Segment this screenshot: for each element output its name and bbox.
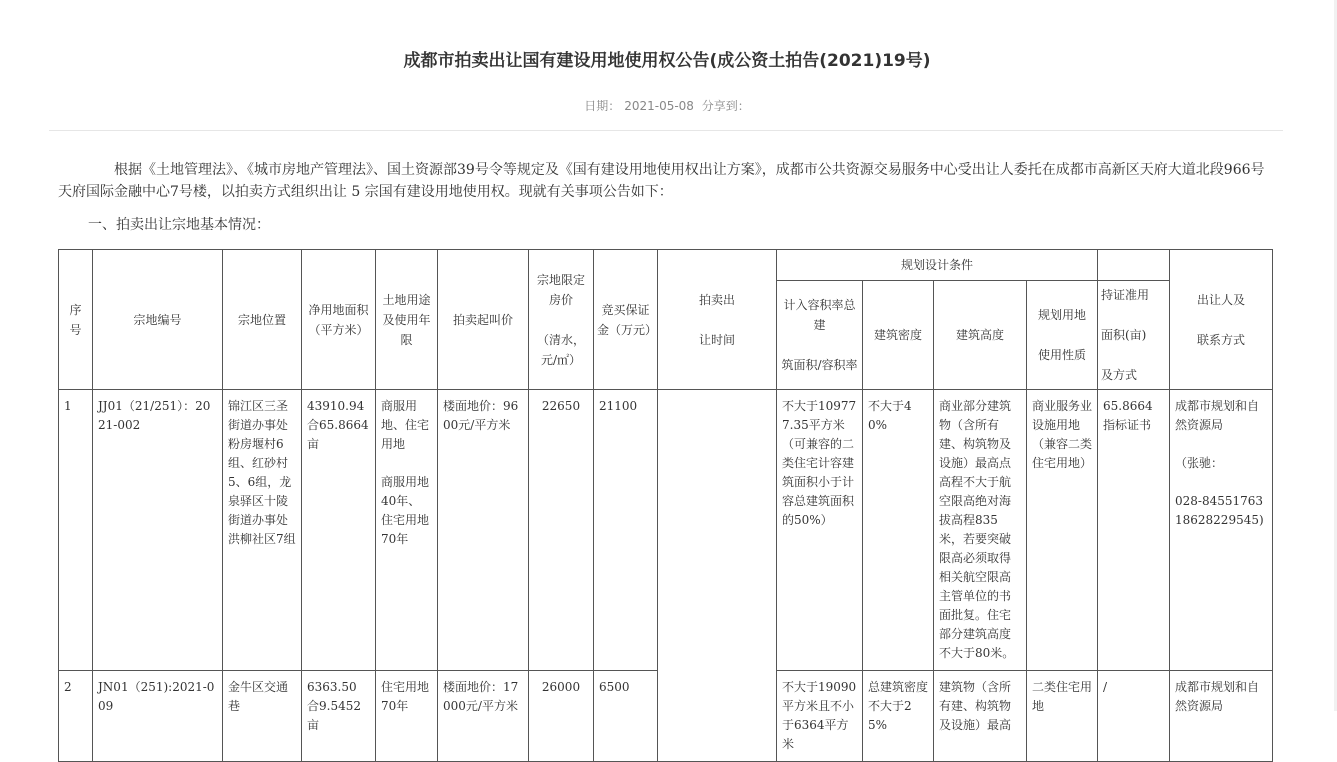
date-label: 日期：: [584, 99, 621, 113]
cell-location: 锦江区三圣街道办事处粉房堰村6组、红砂村5、6组，龙泉驿区十陵街道办事处洪柳社区7组: [223, 390, 302, 671]
header-deposit: 竞买保证金（万元）: [594, 250, 658, 390]
cell-location: 金牛区交通巷: [223, 671, 302, 762]
intro-paragraph: 根据《土地管理法》、《城市房地产管理法》、国土资源部39号令等规定及《国有建设用地使用权出让方案》，成都市公共资源交易服务中心受出让人委托在成都市高新区天府大道北段966号天府国际金融中心7号楼，以拍卖方式组织出让 5 宗国有建设用地使用权。现就有关事项公告如下：: [58, 162, 1265, 200]
cell-deposit: 6500: [594, 671, 658, 762]
cell-height: 商业部分建筑物（含所有建、构筑物及设施）最高点高程不大于航空限高绝对海拔高程835米，若要突破限高必须取得相关航空限高主管单位的书面批复。住宅部分建筑高度不大于80米。: [934, 390, 1027, 671]
cell-use-term: 住宅用地 70年: [376, 671, 438, 762]
cell-plot-ratio: 不大于19090平方米且不小于6364平方米: [777, 671, 863, 762]
header-price-limit: 宗地限定房价 （清水，元/㎡）: [529, 250, 594, 390]
cell-density: 总建筑密度不大于25%: [863, 671, 934, 762]
header-no: 序 号: [59, 250, 93, 390]
cell-parcel-id: JN01（251):2021-009: [93, 671, 223, 762]
cell-net-area: 43910.94 合65.8664亩: [302, 390, 376, 671]
cell-parcel-id: JJ01（21/251）：2021-002: [93, 390, 223, 671]
table-row: [59, 390, 1273, 671]
cell-certificate: /: [1098, 671, 1170, 762]
cell-no: 2: [59, 671, 93, 762]
cell-start-price: 楼面地价：9600元/平方米: [438, 390, 529, 671]
header-net-area: 净用地面积（平方米）: [302, 250, 376, 390]
cell-price-limit: 22650: [529, 390, 594, 671]
header-planning: 规划设计条件: [777, 250, 1098, 281]
cell-net-area: 6363.50 合9.5452亩: [302, 671, 376, 762]
cell-contact: 成都市规划和自然资源局: [1170, 671, 1273, 762]
cell-start-price: 楼面地价：17000元/平方米: [438, 671, 529, 762]
header-certificate-top: [1098, 250, 1170, 281]
cell-density: 不大于40%: [863, 390, 934, 671]
publish-date: 2021-05-08: [624, 99, 694, 113]
cell-planned-use: 商业服务业设施用地（兼容二类住宅用地）: [1027, 390, 1098, 671]
header-certificate: 持证准用 面积(亩) 及方式: [1098, 281, 1170, 390]
cell-plot-ratio: 不大于109777.35平方米（可兼容的二类住宅计容建筑面积小于计容总建筑面积的50%）: [777, 390, 863, 671]
header-plot-ratio: 计入容积率总建 筑面积/容积率: [777, 281, 863, 390]
header-planned-use: 规划用地 使用性质: [1027, 281, 1098, 390]
cell-height: 建筑物（含所有建、构筑物及设施）最高: [934, 671, 1027, 762]
cell-price-limit: 26000: [529, 671, 594, 762]
header-contact: 出让人及 联系方式: [1170, 250, 1273, 390]
cell-use-term: 商服用地、住宅用地 商服用地40年、住宅用地70年: [376, 390, 438, 671]
share-link[interactable]: 分享到：: [701, 99, 750, 113]
parcel-table: [58, 249, 1273, 762]
section-heading: 一、拍卖出让宗地基本情况：: [88, 217, 270, 233]
article-meta: [0, 97, 1334, 114]
header-auction-time: 拍卖出 让时间: [658, 250, 777, 390]
page-title: 成都市拍卖出让国有建设用地使用权公告(成公资土拍告(2021)19号): [403, 51, 931, 71]
cell-planned-use: 二类住宅用地: [1027, 671, 1098, 762]
table-header-row: [59, 250, 1273, 281]
header-height: 建筑高度: [934, 281, 1027, 390]
header-start-price: 拍卖起叫价: [438, 250, 529, 390]
cell-no: 1: [59, 390, 93, 671]
header-density: 建筑密度: [863, 281, 934, 390]
divider: [49, 130, 1283, 131]
header-location: 宗地位置: [223, 250, 302, 390]
header-use-term: 土地用途及使用年限: [376, 250, 438, 390]
header-parcel-id: 宗地编号: [93, 250, 223, 390]
cell-certificate: 65.8664 指标证书: [1098, 390, 1170, 671]
cell-deposit: 21100: [594, 390, 658, 671]
cell-auction-time: [658, 390, 777, 762]
cell-contact: 成都市规划和自然资源局 （张驰： 028-84551763 18628229545): [1170, 390, 1273, 671]
